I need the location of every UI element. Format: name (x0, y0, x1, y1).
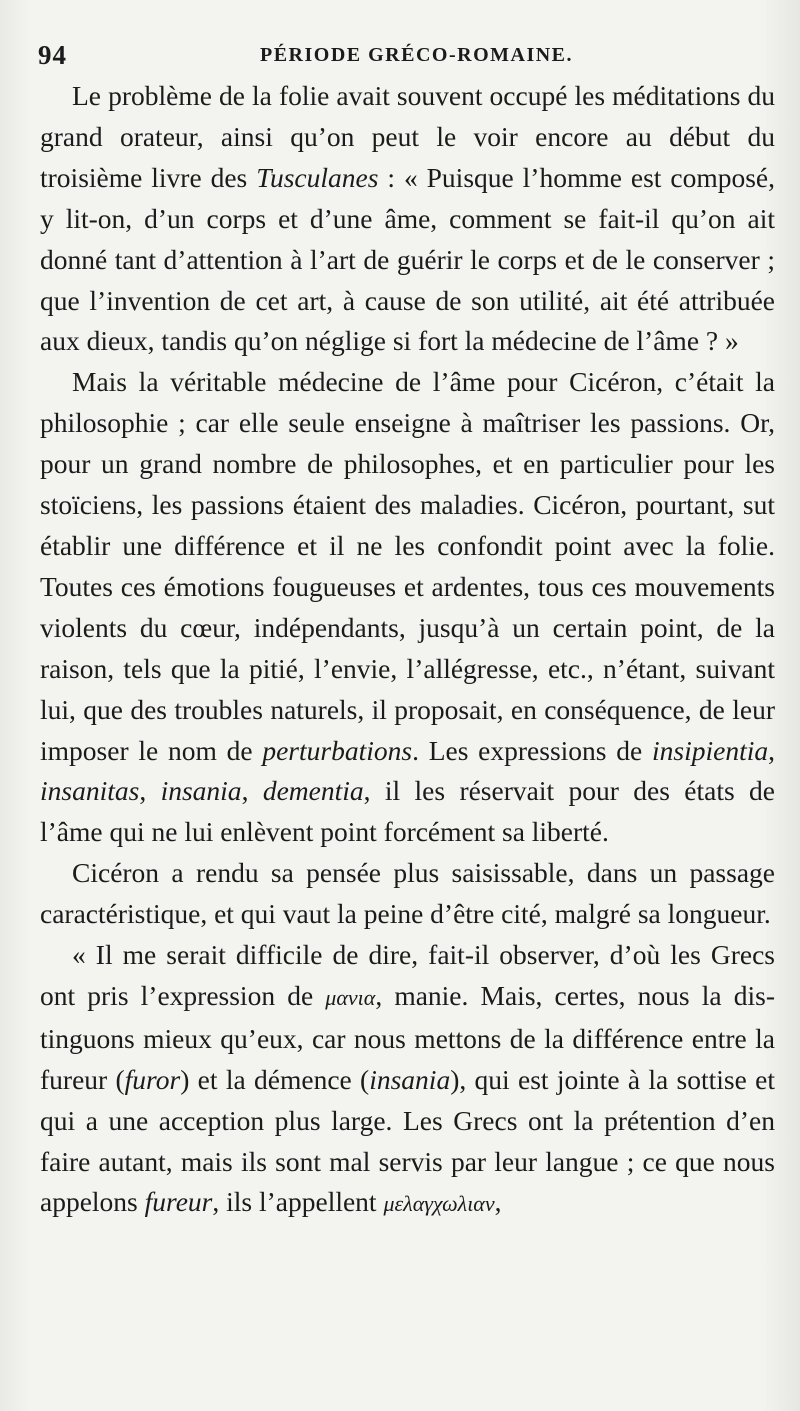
italic-term: furor (124, 1063, 181, 1095)
text-run: ) et la démence ( (180, 1063, 370, 1095)
text-run: , (139, 775, 161, 807)
paragraph (40, 362, 775, 853)
text-run: Mais la véritable médecine de l’âme pour Cicéron, c’était la philosophie ; car elle seule enseigne à maîtriser les passions. Or, pour un grand nombre de philosophes, et en particulier pour les stoïciens, les passions étaient des maladies. Cicéron, pourtant, sut établir une différence et il ne les confondit point avec la folie. Toutes ces émotions fougueuses et ardentes, tous ces mouvements violents du cœur, indépendants, jusqu’à un certain point, de la raison, tels que la pitié, l’envie, l’allégresse, etc., n’étant, suivant lui, que des troubles naturels, il proposait, en conséquence, de leur imposer le nom de (40, 366, 775, 766)
body-text (40, 76, 775, 1225)
text-run: , manie. Mais, certes, nous la distinguons mieux qu’eux, car nous mettons de la différence entre la fureur ( (40, 979, 775, 1095)
text-run: , (494, 1186, 502, 1218)
paragraph (40, 76, 775, 362)
italic-term: insanitas (40, 775, 140, 807)
paragraph (40, 935, 775, 1225)
italic-term: insania (369, 1063, 451, 1095)
page-header (38, 40, 760, 74)
italic-term: insipientia (652, 734, 769, 766)
italic-term: Tusculanes (256, 161, 379, 193)
text-run: ), qui est jointe à la sottise et qui a une acception plus large. Les Grecs ont la prétention d’en faire autant, mais ils sont mal servis par leur langue ; ce que nous appelons (40, 1063, 775, 1218)
text-run: « Il me serait difficile de dire, fait-il observer, d’où les Grecs ont pris l’expression de (40, 939, 775, 1011)
greek-word: μανια (325, 984, 376, 1010)
text-run: , ils l’appellent (212, 1186, 384, 1218)
text-run: , (241, 775, 263, 807)
text-run: : « Puisque l’homme est composé, y lit-on, d’un corps et d’une âme, comment se fait-il qu’on ait donné tant d’attention à l’art de guérir le corps et de le conserver ; que l’invention de cet art, à cause de son utilité, ait été attribuée aux dieux, tandis qu’on néglige si fort la médecine de l’âme ? » (40, 161, 775, 357)
running-head: PÉRIODE GRÉCO-ROMAINE. (260, 44, 574, 66)
italic-term: perturbations (262, 734, 413, 766)
text-run: , (768, 734, 775, 766)
italic-term: dementia (262, 775, 364, 807)
italic-term: insania (160, 775, 242, 807)
greek-word: μελαγχωλιαν (383, 1191, 495, 1217)
page-number: 94 (38, 40, 67, 70)
italic-term: fureur (144, 1186, 213, 1218)
text-run: . Les expressions de (412, 734, 652, 766)
text-run: Le problème de la folie avait souvent occupé les méditations du grand orateur, ainsi qu’on peut le voir encore au début du troisième livre des (40, 80, 775, 193)
paragraph (40, 853, 775, 935)
text-run: Cicéron a rendu sa pensée plus saisissable, dans un passage caractéristique, et qui vaut la peine d’être cité, malgré sa longueur. (40, 857, 775, 930)
text-run: , il les réservait pour des états de l’âme qui ne lui enlèvent point forcément sa liberté. (40, 775, 775, 848)
